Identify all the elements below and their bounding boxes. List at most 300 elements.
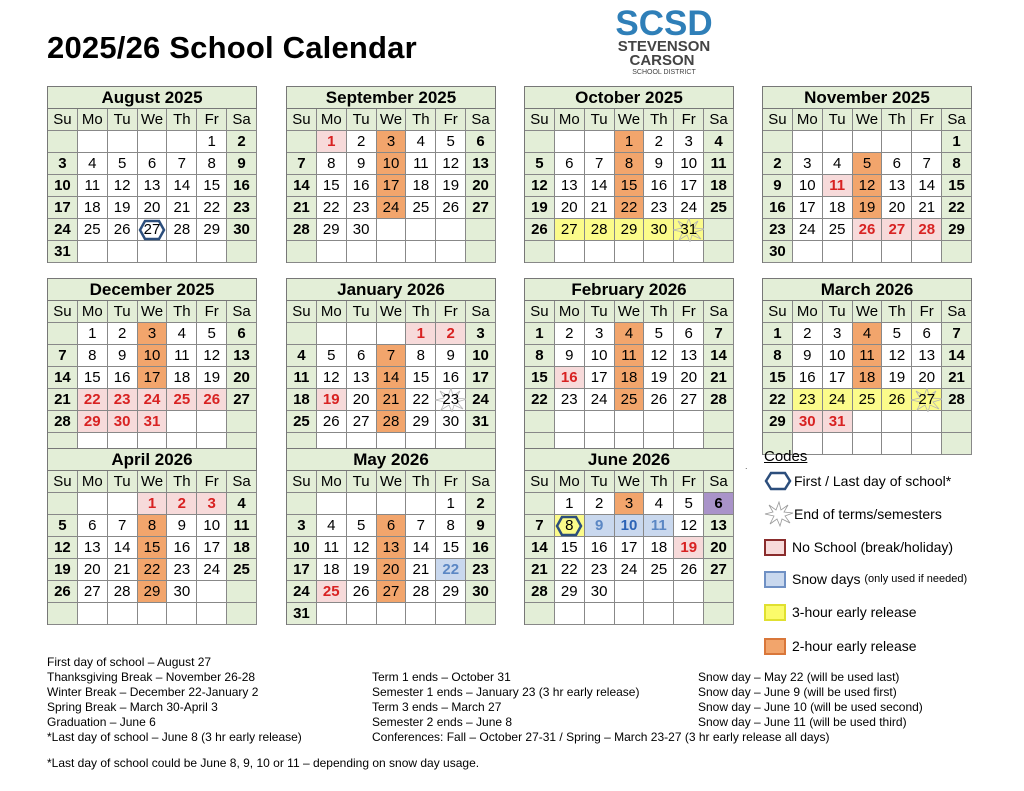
day-number: 22 bbox=[442, 561, 460, 578]
empty-cell bbox=[912, 411, 942, 433]
day-number: 14 bbox=[113, 539, 131, 556]
day-number: 30 bbox=[442, 413, 460, 430]
note-line: Term 1 ends – October 31 bbox=[372, 670, 511, 684]
day-cell bbox=[167, 197, 197, 219]
three-hour-swatch bbox=[764, 604, 786, 621]
empty-cell bbox=[525, 131, 555, 153]
day-cell bbox=[882, 367, 912, 389]
day-number: 14 bbox=[590, 177, 608, 194]
day-number: 11 bbox=[621, 347, 637, 364]
day-number: 24 bbox=[472, 391, 489, 408]
empty-cell bbox=[138, 131, 168, 153]
day-number: 15 bbox=[143, 539, 161, 556]
day-cell bbox=[287, 197, 317, 219]
empty-cell bbox=[674, 603, 704, 625]
day-number: 20 bbox=[472, 177, 489, 194]
day-number: 26 bbox=[650, 391, 668, 408]
day-number: 22 bbox=[560, 561, 578, 578]
day-number: 14 bbox=[918, 177, 936, 194]
legend-snow-days bbox=[764, 568, 967, 590]
day-number: 8 bbox=[207, 155, 216, 172]
day-cell bbox=[138, 515, 168, 537]
day-number: 5 bbox=[207, 325, 216, 342]
day-number: 30 bbox=[472, 583, 489, 600]
day-cell bbox=[704, 153, 734, 175]
empty-cell bbox=[227, 603, 257, 625]
empty-cell bbox=[377, 603, 407, 625]
day-cell bbox=[615, 367, 645, 389]
day-cell bbox=[763, 323, 793, 345]
day-cell bbox=[406, 345, 436, 367]
day-number: 19 bbox=[203, 369, 221, 386]
day-header: We bbox=[853, 109, 883, 131]
empty-cell bbox=[406, 493, 436, 515]
day-number: 27 bbox=[83, 583, 101, 600]
day-cell bbox=[674, 153, 704, 175]
day-number: 20 bbox=[143, 199, 161, 216]
day-cell bbox=[377, 131, 407, 153]
day-cell bbox=[585, 197, 615, 219]
day-cell bbox=[674, 197, 704, 219]
day-number: 16 bbox=[233, 177, 250, 194]
day-number: 14 bbox=[293, 177, 310, 194]
day-number: 4 bbox=[237, 495, 246, 512]
empty-cell bbox=[347, 323, 377, 345]
day-cell bbox=[138, 581, 168, 603]
empty-cell bbox=[942, 433, 972, 455]
day-number: 4 bbox=[714, 133, 723, 150]
empty-cell bbox=[555, 131, 585, 153]
day-number: 29 bbox=[412, 413, 430, 430]
day-number: 22 bbox=[143, 561, 161, 578]
day-header: Th bbox=[167, 109, 197, 131]
day-header: Su bbox=[287, 109, 317, 131]
day-cell bbox=[108, 323, 138, 345]
day-header: Mo bbox=[555, 109, 585, 131]
note-line: Snow day – June 11 (will be used third) bbox=[698, 715, 907, 729]
day-number: 10 bbox=[620, 517, 638, 534]
day-cell bbox=[882, 345, 912, 367]
day-number: 9 bbox=[594, 517, 604, 534]
day-cell bbox=[287, 175, 317, 197]
day-header: Mo bbox=[317, 471, 347, 493]
day-number: 17 bbox=[472, 369, 489, 386]
day-number: 8 bbox=[446, 517, 455, 534]
day-cell bbox=[377, 537, 407, 559]
day-cell bbox=[436, 389, 466, 411]
day-cell bbox=[48, 153, 78, 175]
day-number: 14 bbox=[382, 369, 400, 386]
empty-cell bbox=[525, 493, 555, 515]
note-line: Thanksgiving Break – November 26-28 bbox=[47, 670, 256, 684]
day-number: 11 bbox=[829, 177, 846, 194]
day-header: Tu bbox=[347, 109, 377, 131]
day-number: 9 bbox=[476, 517, 485, 534]
day-number: 22 bbox=[531, 391, 548, 408]
day-cell bbox=[793, 153, 823, 175]
day-cell bbox=[853, 197, 883, 219]
day-number: 24 bbox=[828, 391, 846, 408]
day-cell bbox=[287, 389, 317, 411]
day-cell bbox=[823, 175, 853, 197]
day-number: 27 bbox=[472, 199, 489, 216]
day-cell bbox=[555, 197, 585, 219]
day-number: 25 bbox=[858, 391, 876, 408]
day-number: 8 bbox=[147, 517, 157, 534]
day-cell bbox=[287, 153, 317, 175]
day-cell bbox=[615, 389, 645, 411]
day-number: 5 bbox=[654, 325, 664, 342]
day-number: 5 bbox=[684, 495, 693, 512]
day-header: Fr bbox=[912, 301, 942, 323]
day-number: 14 bbox=[948, 347, 965, 364]
day-cell bbox=[882, 389, 912, 411]
month-november-2025 bbox=[762, 86, 972, 263]
day-number: 5 bbox=[892, 325, 902, 342]
day-number: 1 bbox=[446, 495, 455, 512]
note-line: Snow day – June 10 (will be used second) bbox=[698, 700, 923, 714]
day-header: Fr bbox=[674, 471, 704, 493]
day-cell bbox=[138, 323, 168, 345]
day-cell bbox=[823, 323, 853, 345]
day-cell bbox=[555, 581, 585, 603]
day-number: 6 bbox=[892, 155, 902, 172]
empty-cell bbox=[78, 131, 108, 153]
empty-cell bbox=[853, 241, 883, 263]
day-header: We bbox=[615, 301, 645, 323]
empty-cell bbox=[197, 241, 227, 263]
day-header: Fr bbox=[197, 471, 227, 493]
day-header: Tu bbox=[585, 109, 615, 131]
empty-cell bbox=[615, 241, 645, 263]
day-number: 14 bbox=[531, 539, 548, 556]
day-number: 19 bbox=[54, 561, 71, 578]
day-cell bbox=[347, 175, 377, 197]
day-number: 15 bbox=[948, 177, 965, 194]
day-number: 16 bbox=[442, 369, 460, 386]
day-number: 8 bbox=[535, 347, 544, 364]
day-cell bbox=[406, 197, 436, 219]
legend-marker-dot: . bbox=[745, 461, 748, 471]
day-number: 18 bbox=[173, 369, 191, 386]
day-number: 24 bbox=[798, 221, 816, 238]
empty-cell bbox=[317, 323, 347, 345]
day-number: 8 bbox=[624, 155, 634, 172]
day-number: 29 bbox=[203, 221, 221, 238]
day-header: We bbox=[138, 301, 168, 323]
day-cell bbox=[912, 389, 942, 411]
day-cell bbox=[227, 389, 257, 411]
day-cell bbox=[525, 197, 555, 219]
empty-cell bbox=[436, 603, 466, 625]
note-line: Graduation – June 6 bbox=[47, 715, 156, 729]
day-cell bbox=[912, 367, 942, 389]
day-header: Tu bbox=[823, 109, 853, 131]
day-cell bbox=[347, 411, 377, 433]
day-number: 24 bbox=[590, 391, 608, 408]
day-number: 16 bbox=[173, 539, 191, 556]
day-cell bbox=[704, 537, 734, 559]
day-number: 19 bbox=[650, 369, 668, 386]
day-cell bbox=[317, 345, 347, 367]
day-header: Fr bbox=[197, 301, 227, 323]
day-number: 10 bbox=[680, 155, 698, 172]
day-header: We bbox=[377, 109, 407, 131]
day-header: Tu bbox=[585, 301, 615, 323]
day-header: Fr bbox=[912, 109, 942, 131]
day-number: 29 bbox=[560, 583, 578, 600]
day-cell bbox=[138, 493, 168, 515]
day-number: 31 bbox=[293, 605, 310, 622]
day-header: Tu bbox=[108, 471, 138, 493]
day-number: 1 bbox=[207, 133, 216, 150]
empty-cell bbox=[882, 241, 912, 263]
svg-text:STEVENSON: STEVENSON bbox=[617, 38, 711, 55]
day-number: 31 bbox=[54, 243, 71, 260]
day-cell bbox=[197, 515, 227, 537]
day-number: 28 bbox=[382, 413, 400, 430]
day-header: Th bbox=[406, 301, 436, 323]
day-number: 25 bbox=[710, 199, 727, 216]
day-cell bbox=[78, 389, 108, 411]
day-cell bbox=[644, 389, 674, 411]
day-number: 24 bbox=[680, 199, 698, 216]
day-number: 26 bbox=[888, 391, 906, 408]
day-number: 14 bbox=[710, 347, 727, 364]
note-line: Snow day – June 9 (will be used first) bbox=[698, 685, 897, 699]
legend-snow-label: Snow days bbox=[792, 571, 861, 587]
day-cell bbox=[615, 493, 645, 515]
day-cell bbox=[108, 345, 138, 367]
day-number: 20 bbox=[352, 391, 370, 408]
day-cell bbox=[585, 389, 615, 411]
day-header: Sa bbox=[227, 471, 257, 493]
day-cell bbox=[287, 537, 317, 559]
day-header: Mo bbox=[78, 471, 108, 493]
day-cell bbox=[555, 345, 585, 367]
day-number: 17 bbox=[382, 177, 400, 194]
day-cell bbox=[48, 581, 78, 603]
day-number: 11 bbox=[84, 177, 101, 194]
day-number: 6 bbox=[565, 155, 574, 172]
day-number: 1 bbox=[952, 133, 961, 150]
day-number: 29 bbox=[143, 583, 161, 600]
day-number: 16 bbox=[352, 177, 370, 194]
empty-cell bbox=[525, 603, 555, 625]
empty-cell bbox=[436, 241, 466, 263]
day-number: 9 bbox=[654, 155, 664, 172]
month-title: February 2026 bbox=[525, 279, 734, 301]
day-header: Fr bbox=[436, 301, 466, 323]
day-number: 3 bbox=[207, 495, 216, 512]
day-cell bbox=[942, 389, 972, 411]
empty-cell bbox=[704, 241, 734, 263]
day-number: 2 bbox=[773, 155, 782, 172]
day-number: 27 bbox=[233, 391, 250, 408]
day-cell bbox=[853, 153, 883, 175]
empty-cell bbox=[466, 219, 496, 241]
empty-cell bbox=[108, 603, 138, 625]
day-header: Su bbox=[525, 109, 555, 131]
day-number: 28 bbox=[412, 583, 430, 600]
day-number: 30 bbox=[650, 221, 668, 238]
day-cell bbox=[108, 219, 138, 241]
day-number: 1 bbox=[88, 325, 97, 342]
day-cell bbox=[317, 411, 347, 433]
footnote: *Last day of school could be June 8, 9, 10 or 11 – depending on snow day usage. bbox=[47, 756, 480, 770]
day-cell bbox=[48, 537, 78, 559]
day-number: 25 bbox=[233, 561, 250, 578]
day-cell bbox=[78, 559, 108, 581]
day-cell bbox=[167, 581, 197, 603]
note-line: Semester 1 ends – January 23 (3 hr early release) bbox=[372, 685, 640, 699]
day-number: 2 bbox=[117, 325, 127, 342]
day-header: Sa bbox=[942, 109, 972, 131]
svg-text:SCHOOL DISTRICT: SCHOOL DISTRICT bbox=[632, 69, 696, 76]
day-number: 12 bbox=[531, 177, 548, 194]
empty-cell bbox=[287, 493, 317, 515]
legend-first-last bbox=[764, 470, 951, 492]
day-number: 2 bbox=[177, 495, 187, 512]
day-header: Th bbox=[167, 471, 197, 493]
day-number: 20 bbox=[382, 561, 400, 578]
day-number: 26 bbox=[442, 199, 460, 216]
day-cell bbox=[555, 219, 585, 241]
day-cell bbox=[644, 153, 674, 175]
day-cell bbox=[466, 537, 496, 559]
day-cell bbox=[555, 323, 585, 345]
day-header: Th bbox=[644, 301, 674, 323]
day-number: 28 bbox=[710, 391, 727, 408]
day-cell bbox=[555, 559, 585, 581]
day-number: 7 bbox=[594, 155, 604, 172]
day-number: 18 bbox=[293, 391, 310, 408]
empty-cell bbox=[138, 241, 168, 263]
month-title: October 2025 bbox=[525, 87, 734, 109]
day-header: Mo bbox=[555, 301, 585, 323]
day-cell bbox=[347, 153, 377, 175]
day-number: 17 bbox=[828, 369, 846, 386]
day-number: 16 bbox=[650, 177, 668, 194]
day-cell bbox=[406, 153, 436, 175]
day-cell bbox=[48, 389, 78, 411]
day-number: 5 bbox=[862, 155, 872, 172]
day-cell bbox=[853, 367, 883, 389]
day-number: 3 bbox=[624, 495, 634, 512]
day-cell bbox=[674, 537, 704, 559]
day-number: 24 bbox=[54, 221, 71, 238]
day-cell bbox=[912, 153, 942, 175]
day-number: 19 bbox=[113, 199, 131, 216]
day-cell bbox=[674, 367, 704, 389]
day-cell bbox=[763, 197, 793, 219]
day-cell bbox=[227, 559, 257, 581]
day-number: 1 bbox=[624, 133, 634, 150]
day-cell bbox=[78, 411, 108, 433]
day-header: Su bbox=[48, 301, 78, 323]
day-cell bbox=[377, 153, 407, 175]
day-cell bbox=[197, 493, 227, 515]
day-cell bbox=[912, 197, 942, 219]
empty-cell bbox=[644, 411, 674, 433]
day-cell bbox=[48, 515, 78, 537]
day-number: 12 bbox=[203, 347, 221, 364]
day-cell bbox=[644, 175, 674, 197]
day-number: 16 bbox=[472, 539, 489, 556]
day-number: 7 bbox=[922, 155, 931, 172]
day-cell bbox=[942, 345, 972, 367]
day-number: 18 bbox=[233, 539, 250, 556]
note-line: Conferences: Fall – October 27-31 / Spring – March 23-27 (3 hr early release all days) bbox=[372, 730, 830, 744]
day-cell bbox=[823, 345, 853, 367]
empty-cell bbox=[48, 323, 78, 345]
day-cell bbox=[823, 389, 853, 411]
day-cell bbox=[197, 367, 227, 389]
day-header: Su bbox=[525, 301, 555, 323]
day-number: 12 bbox=[680, 517, 698, 534]
day-cell bbox=[78, 345, 108, 367]
day-cell bbox=[436, 131, 466, 153]
legend-end-terms bbox=[764, 503, 942, 525]
day-number: 7 bbox=[177, 155, 187, 172]
month-january-2026 bbox=[286, 278, 496, 455]
day-cell bbox=[585, 515, 615, 537]
day-number: 8 bbox=[327, 155, 336, 172]
two-hour-swatch bbox=[764, 638, 786, 655]
empty-cell bbox=[823, 131, 853, 153]
empty-cell bbox=[912, 131, 942, 153]
empty-cell bbox=[406, 219, 436, 241]
day-cell bbox=[347, 131, 377, 153]
day-header: Tu bbox=[108, 301, 138, 323]
day-cell bbox=[525, 515, 555, 537]
month-title: May 2026 bbox=[287, 449, 496, 471]
day-number: 14 bbox=[412, 539, 430, 556]
day-cell bbox=[585, 559, 615, 581]
day-number: 23 bbox=[233, 199, 250, 216]
day-number: 2 bbox=[476, 495, 485, 512]
day-number: 7 bbox=[714, 325, 723, 342]
day-cell bbox=[466, 581, 496, 603]
day-cell bbox=[436, 153, 466, 175]
day-header: Sa bbox=[704, 109, 734, 131]
day-number: 11 bbox=[413, 155, 429, 172]
day-cell bbox=[793, 345, 823, 367]
day-header: Sa bbox=[466, 109, 496, 131]
day-number: 16 bbox=[590, 539, 608, 556]
day-cell bbox=[466, 175, 496, 197]
empty-cell bbox=[853, 433, 883, 455]
day-number: 19 bbox=[888, 369, 906, 386]
month-title: September 2025 bbox=[287, 87, 496, 109]
day-number: 13 bbox=[83, 539, 101, 556]
day-number: 28 bbox=[948, 391, 965, 408]
day-header: We bbox=[138, 471, 168, 493]
day-number: 6 bbox=[386, 517, 396, 534]
day-cell bbox=[48, 241, 78, 263]
day-number: 17 bbox=[203, 539, 221, 556]
day-header: Su bbox=[287, 301, 317, 323]
day-cell bbox=[78, 581, 108, 603]
day-number: 20 bbox=[918, 369, 936, 386]
day-cell bbox=[585, 345, 615, 367]
day-number: 17 bbox=[798, 199, 816, 216]
day-cell bbox=[585, 219, 615, 241]
day-cell bbox=[615, 175, 645, 197]
empty-cell bbox=[555, 603, 585, 625]
empty-cell bbox=[615, 581, 645, 603]
day-cell bbox=[227, 515, 257, 537]
